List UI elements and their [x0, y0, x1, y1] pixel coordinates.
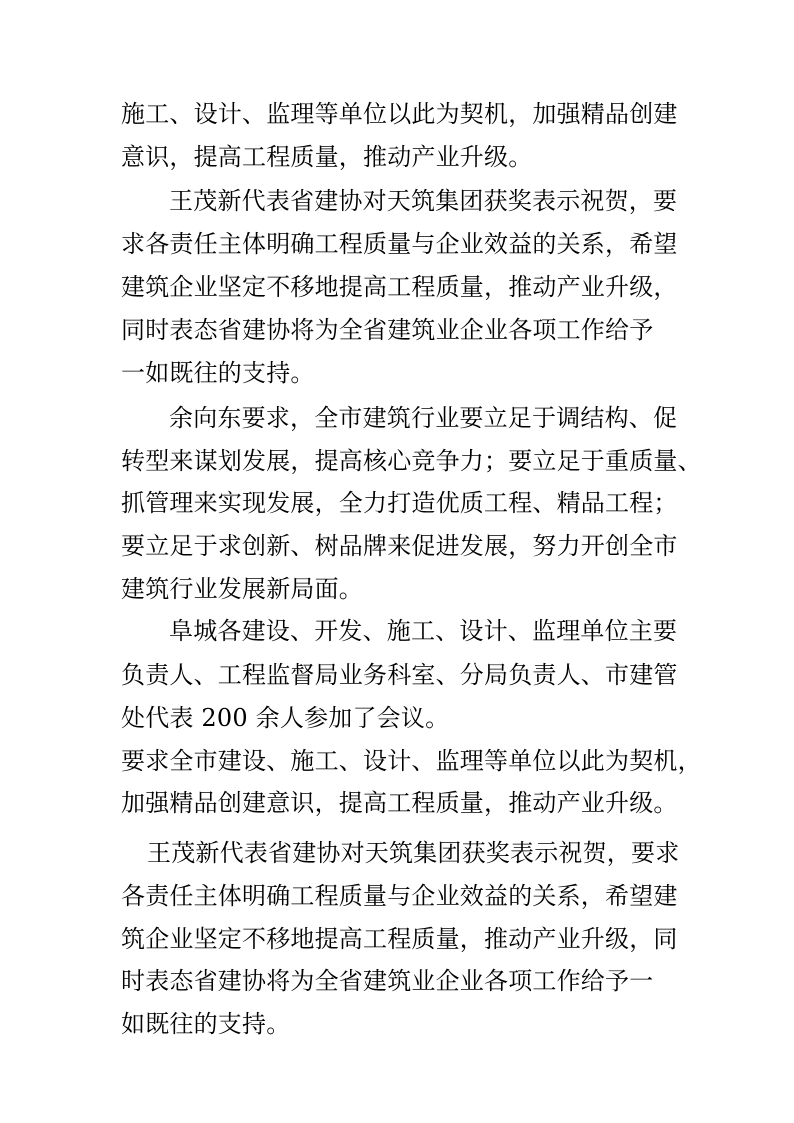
text-line: 加强精品创建意识，提高工程质量，推动产业升级。	[121, 789, 678, 817]
text-line: 求各责任主体明确工程质量与企业效益的关系，希望	[121, 230, 678, 258]
text-line: 要立足于求创新、树品牌来促进发展，努力开创全市	[121, 532, 678, 560]
text-line: 意识，提高工程质量，推动产业升级。	[121, 143, 533, 171]
text-line: 建筑企业坚定不移地提高工程质量，推动产业升级，	[121, 273, 678, 301]
text-line: 同时表态省建协将为全省建筑业企业各项工作给予	[121, 316, 654, 344]
text-line: 如既往的支持。	[121, 1010, 291, 1038]
text-line: 抓管理来实现发展，全力打造优质工程、精品工程；	[121, 489, 678, 517]
text-line: 各责任主体明确工程质量与企业效益的关系，希望建	[121, 882, 678, 910]
text-line: 负责人、工程监督局业务科室、分局负责人、市建管	[121, 661, 678, 689]
text-line: 要求全市建设、施工、设计、监理等单位以此为契机，	[121, 747, 702, 775]
text-line: 转型来谋划发展，提高核心竞争力；要立足于重质量、	[121, 447, 702, 475]
text-line: 施工、设计、监理等单位以此为契机，加强精品创建	[121, 100, 678, 128]
text-line: 筑企业坚定不移地提高工程质量，推动产业升级，同	[121, 925, 678, 953]
text-line: 建筑行业发展新局面。	[121, 575, 363, 603]
text-line: 处代表 200 余人参加了会议。	[121, 704, 450, 732]
paragraph-first-line: 阜城各建设、开发、施工、设计、监理单位主要	[169, 617, 678, 645]
paragraph-first-line: 王茂新代表省建协对天筑集团获奖表示祝贺，要	[169, 187, 678, 215]
paragraph-first-line: 余向东要求，全市建筑行业要立足于调结构、促	[169, 404, 678, 432]
text-line: 一如既往的支持。	[121, 359, 315, 387]
paragraph-first-line: 王茂新代表省建协对天筑集团获奖表示祝贺，要求	[147, 839, 680, 867]
text-line: 时表态省建协将为全省建筑业企业各项工作给予一	[121, 967, 654, 995]
